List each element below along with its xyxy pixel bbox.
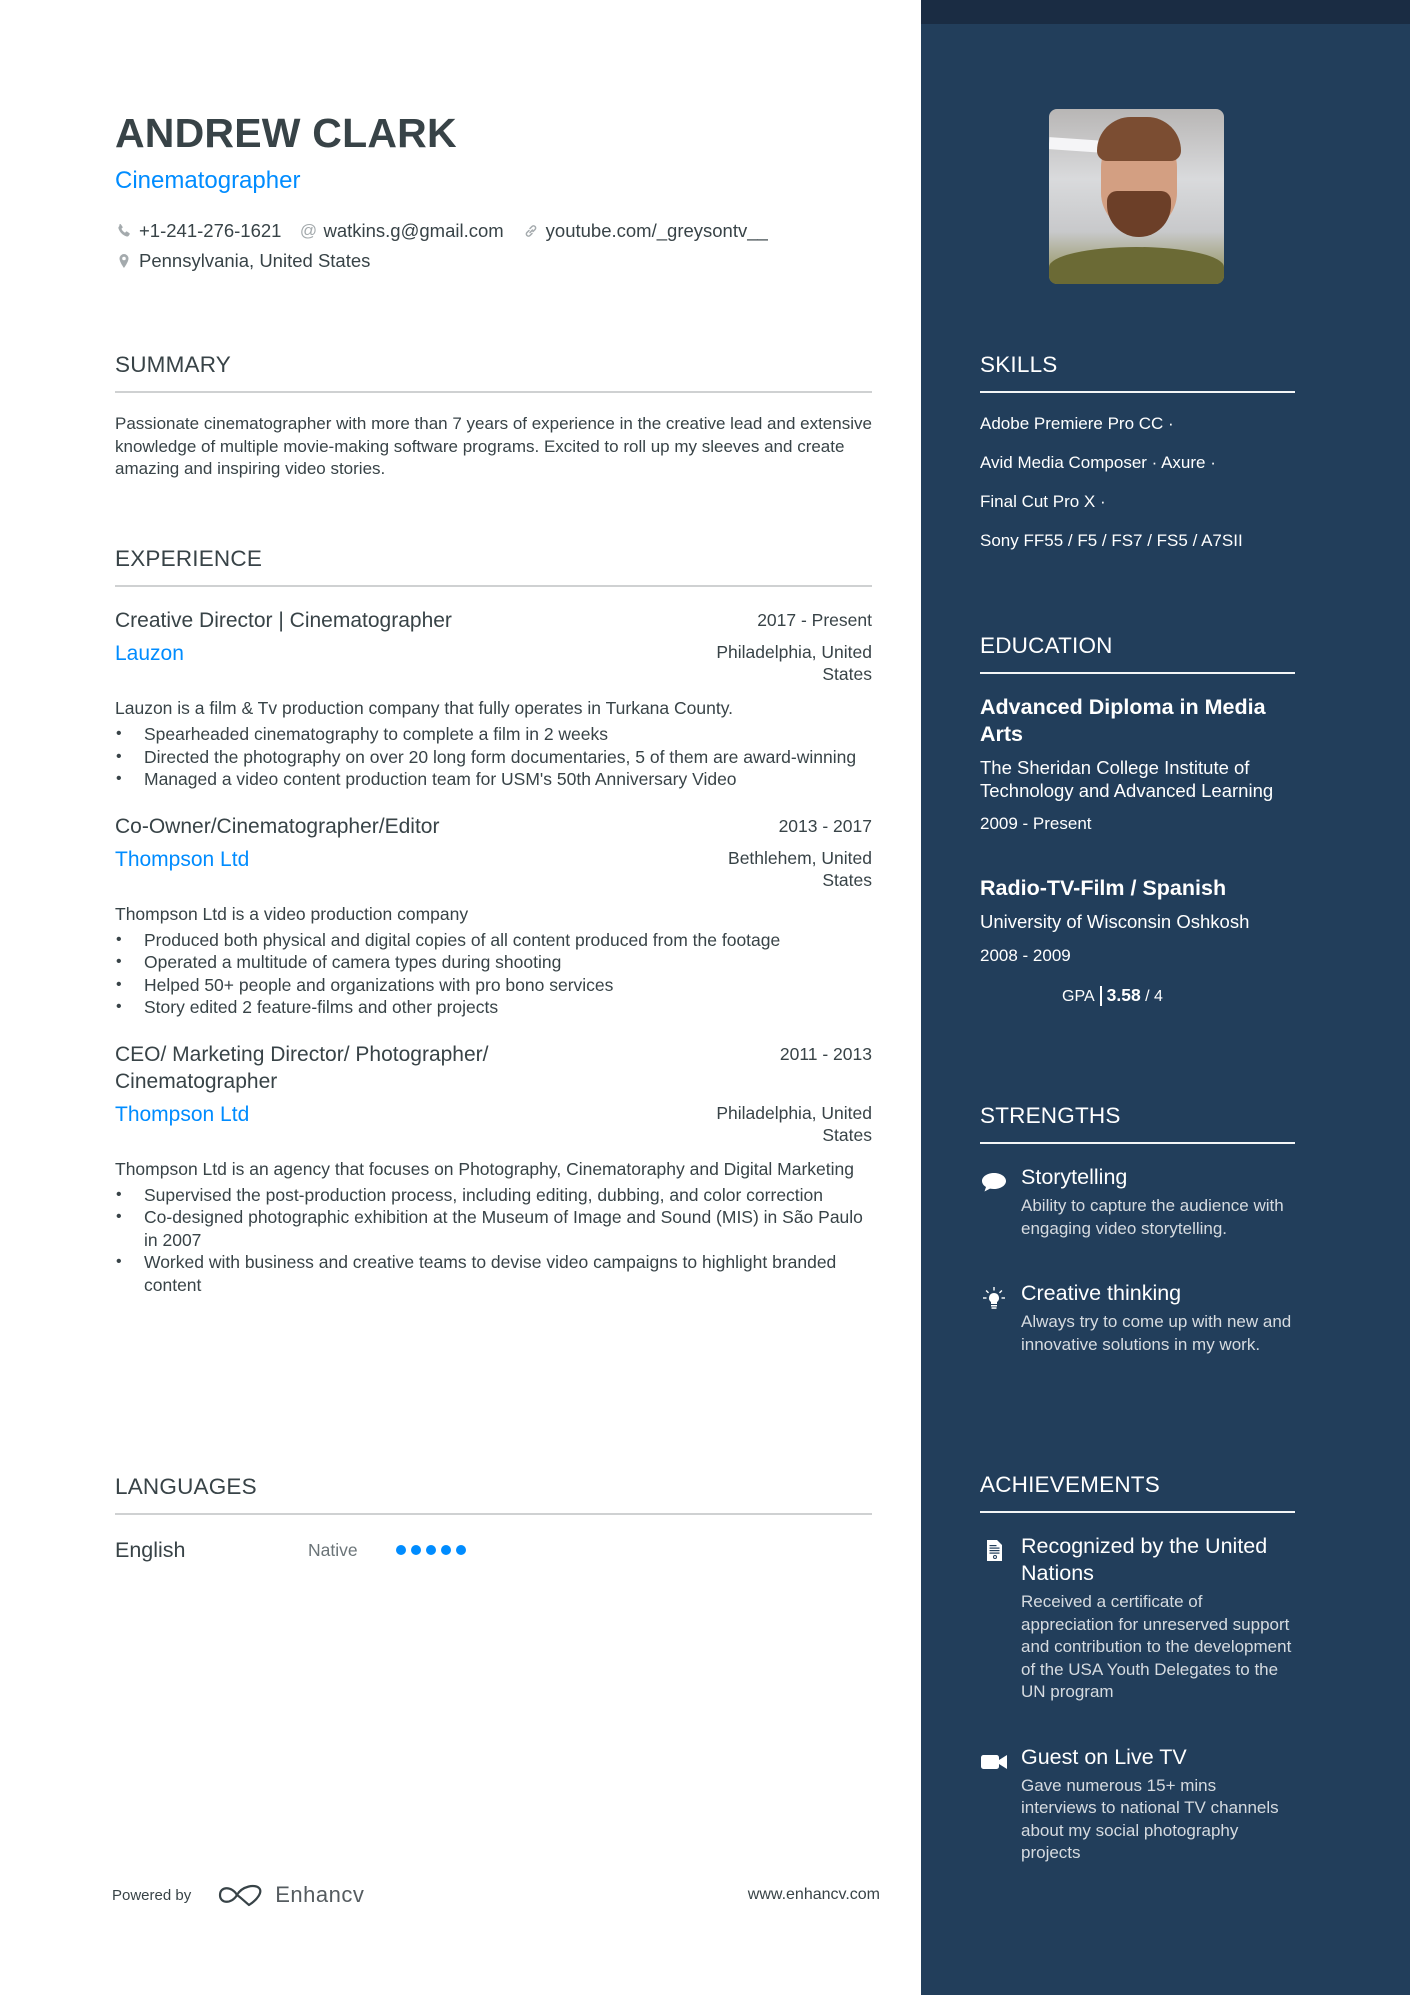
job-company[interactable]: Thompson Ltd [115, 1102, 250, 1126]
strengths-heading: STRENGTHS [980, 1103, 1121, 1128]
job-bullet: • Spearheaded cinematography to complete a film in 2 weeks [115, 723, 872, 746]
strength-title: Storytelling [1021, 1165, 1128, 1189]
strength-title: Creative thinking [1021, 1281, 1182, 1305]
education-entry [980, 694, 1295, 835]
section-divider [980, 391, 1295, 393]
section-divider [980, 1142, 1295, 1144]
footer [112, 1880, 880, 1910]
video-camera-icon [980, 1748, 1008, 1776]
candidate-name: ANDREW CLARK [115, 110, 457, 156]
link-text: youtube.com/_greysontv__ [545, 220, 768, 241]
job-role: Co-Owner/Cinematographer/Editor [115, 814, 440, 838]
achievement-title: Guest on Live TV [1021, 1744, 1187, 1769]
experience-entry [115, 813, 872, 1019]
language-name: English [115, 1537, 186, 1562]
job-bullet: • Managed a video content production team for USM's 50th Anniversary Video [115, 768, 872, 791]
certificate-icon [980, 1537, 1008, 1565]
job-description: Thompson Ltd is a video production company [115, 903, 469, 924]
job-date: 2011 - 2013 [779, 1043, 872, 1064]
job-description: Lauzon is a film & Tv production company that fully operates in Turkana County. [115, 698, 734, 718]
job-date: 2013 - 2017 [778, 815, 872, 836]
education-section [980, 633, 1295, 1006]
languages-heading: LANGUAGES [115, 1474, 257, 1499]
education-date: 2008 - 2009 [980, 945, 1071, 965]
contact-location [115, 250, 370, 272]
location-pin-icon [115, 252, 133, 270]
strength-item [980, 1280, 1295, 1356]
powered-by-label: Powered by [112, 1886, 192, 1904]
skills-section [980, 352, 1295, 552]
achievement-item [980, 1533, 1295, 1704]
link-icon [522, 222, 540, 240]
experience-entry [115, 1041, 872, 1297]
job-bullets [115, 929, 872, 1019]
job-role: Creative Director | Cinematographer [115, 609, 452, 632]
job-company[interactable]: Lauzon [115, 642, 184, 665]
languages-section [115, 1474, 872, 1565]
enhancv-brand-name: Enhancv [275, 1882, 365, 1907]
education-degree: Radio-TV-Film / Spanish [980, 876, 1227, 900]
education-degree: Advanced Diploma in Media Arts [980, 695, 1266, 746]
job-company[interactable]: Thompson Ltd [115, 847, 250, 871]
experience-section [115, 546, 872, 1296]
profile-photo [1049, 109, 1224, 284]
location-text: Pennsylvania, United States [139, 250, 371, 271]
job-bullet: • Directed the photography on over 20 long form documentaries, 5 of them are award-winning [115, 746, 872, 769]
strength-item [980, 1164, 1295, 1240]
section-divider [980, 672, 1295, 674]
section-divider [115, 1513, 872, 1515]
achievements-heading: ACHIEVEMENTS [980, 1472, 1160, 1497]
skill-line: Final Cut Pro X · [980, 492, 1106, 511]
proficiency-dot-icon [426, 1545, 436, 1555]
job-location: Philadelphia, United States [716, 642, 872, 684]
skill-line: Avid Media Composer · Axure · [980, 453, 1216, 472]
speech-bubble-icon [980, 1168, 1008, 1196]
job-date: 2017 - Present [757, 610, 872, 630]
email-text: watkins.g@gmail.com [323, 220, 504, 241]
language-row [115, 1535, 872, 1565]
gpa-value: 3.58 [1106, 984, 1141, 1005]
strength-description: Always try to come up with new and innovative solutions in my work. [1021, 1312, 1292, 1354]
sidebar [921, 0, 1410, 1995]
sidebar-top-band [921, 0, 1410, 24]
education-school: The Sheridan College Institute of Technology and Advanced Learning [980, 757, 1274, 801]
section-divider [980, 1511, 1295, 1513]
job-bullet: • Story edited 2 feature-films and other projects [115, 996, 872, 1019]
at-sign-icon: @ [299, 221, 318, 240]
achievement-description: Received a certificate of appreciation for unreserved support and contribution to the development of the USA Youth Delegates to the UN program [1021, 1592, 1292, 1701]
gpa-separator [1100, 986, 1102, 1006]
summary-text: Passionate cinematographer with more than 7 years of experience in the creative lead and extensive knowledge of multiple movie-making software programs. Excited to roll up my sleeves and create amazing and inspiring video stories. [115, 414, 872, 478]
achievement-item [980, 1744, 1295, 1865]
job-bullet: • Co-designed photographic exhibition at the Museum of Image and Sound (MIS) in São Paulo in 2007 [115, 1206, 872, 1251]
skills-heading: SKILLS [980, 352, 1058, 377]
phone-icon [115, 222, 133, 240]
job-bullets [115, 1184, 872, 1297]
section-divider [115, 585, 872, 587]
summary-section [115, 352, 872, 481]
achievement-description: Gave numerous 15+ mins interviews to national TV channels about my social photography projects [1021, 1775, 1279, 1862]
contact-row-2 [115, 246, 872, 276]
job-bullet: • Supervised the post-production process, including editing, dubbing, and color correction [115, 1184, 872, 1207]
education-date: 2009 - Present [980, 814, 1092, 833]
gpa-max: / 4 [1145, 987, 1163, 1005]
summary-heading: SUMMARY [115, 352, 231, 377]
proficiency-dot-icon [411, 1545, 421, 1555]
job-bullet: • Produced both physical and digital copies of all content produced from the footage [115, 929, 872, 952]
contact-info [115, 216, 872, 276]
enhancv-logo[interactable] [217, 1882, 364, 1908]
candidate-title: Cinematographer [115, 167, 301, 194]
job-description: Thompson Ltd is an agency that focuses on Photography, Cinematoraphy and Digital Marketing [115, 1158, 854, 1179]
job-role: CEO/ Marketing Director/ Photographer/ Cinematographer [115, 1042, 489, 1093]
gpa-label: GPA [1062, 987, 1095, 1005]
contact-email[interactable] [299, 220, 503, 242]
proficiency-dot-icon [441, 1545, 451, 1555]
contact-link[interactable] [522, 220, 768, 242]
job-bullets [115, 723, 872, 791]
skill-line: Adobe Premiere Pro CC · [980, 414, 1174, 433]
contact-phone[interactable] [115, 220, 281, 242]
strength-description: Ability to capture the audience with engaging video storytelling. [1021, 1196, 1284, 1238]
gpa [980, 985, 1295, 1007]
education-heading: EDUCATION [980, 633, 1113, 658]
proficiency-dots [396, 1545, 471, 1555]
job-location: Bethlehem, United States [728, 847, 872, 890]
job-bullet: • Operated a multitude of camera types during shooting [115, 951, 872, 974]
achievement-title: Recognized by the United Nations [1021, 1534, 1268, 1585]
achievements-section [980, 1472, 1295, 1865]
section-divider [115, 391, 872, 393]
job-bullet: • Worked with business and creative teams to devise video campaigns to highlight branded content [115, 1251, 872, 1296]
experience-entry [115, 607, 872, 791]
proficiency-dot-icon [396, 1545, 406, 1555]
lightbulb-icon [980, 1284, 1008, 1312]
phone-text: +1-241-276-1621 [139, 220, 282, 241]
education-school: University of Wisconsin Oshkosh [980, 911, 1250, 932]
enhancv-logo-icon [217, 1882, 265, 1908]
footer-url-link[interactable]: www.enhancv.com [747, 1886, 880, 1903]
strengths-section [980, 1103, 1295, 1356]
job-location: Philadelphia, United States [716, 1102, 872, 1145]
proficiency-dot-icon [456, 1545, 466, 1555]
skill-line: Sony FF55 / F5 / FS7 / FS5 / A7SII [980, 531, 1243, 550]
language-level: Native [308, 1539, 358, 1560]
education-entry [980, 875, 1295, 1006]
experience-heading: EXPERIENCE [115, 546, 263, 571]
contact-row-1 [115, 216, 872, 246]
job-bullet: • Helped 50+ people and organizations with pro bono services [115, 974, 872, 997]
